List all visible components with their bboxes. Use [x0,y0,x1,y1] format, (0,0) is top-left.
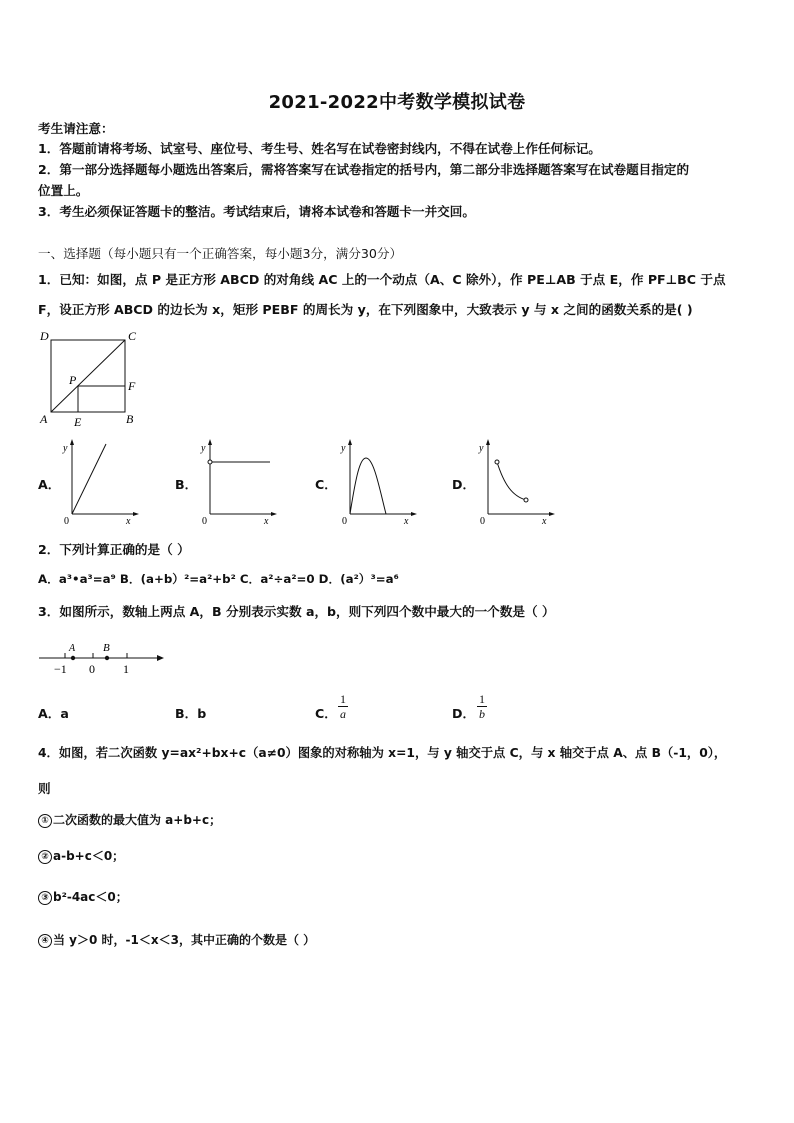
point-a-label: A [69,643,76,654]
graph-b-open-point [208,460,212,464]
point-a [71,656,75,660]
notice-item-2-cont: 位置上。 [38,183,89,198]
graph-a-origin: 0 [64,516,69,526]
graph-a-x-label: x [126,516,131,526]
graph-b-x-label: x [264,516,269,526]
graph-c-y-arrow [348,439,352,445]
graph-b-y-arrow [208,439,212,445]
graph-c-x-label: x [404,516,409,526]
q3-fraction-d-den: b [479,707,485,721]
q3-fraction-c-den: a [340,707,346,721]
question-3-stem: 3．如图所示，数轴上两点 A，B 分别表示实数 a，b，则下列四个数中最大的一个数是（ ） [38,604,555,619]
graph-d-x-label: x [542,516,547,526]
q4-statement-3 [38,888,128,906]
label-a: A [40,412,48,426]
graph-b-y-label: y [201,443,206,454]
graph-b [198,436,280,526]
q3-option-d: D． [452,706,476,721]
graph-c [338,436,420,526]
label-d: D [40,329,49,343]
graph-d-curve [497,462,526,500]
point-b-label: B [103,642,110,654]
question-4-stem-cont: 则 [38,781,51,796]
label-c: C [128,329,137,343]
square-figure [36,328,146,428]
label-minus-one: −1 [54,662,67,676]
section-heading: 一、选择题（每小题只有一个正确答案，每小题3分，满分30分） [38,246,403,261]
q4-statement-4 [38,931,315,949]
question-1-line-1: 1．已知：如图，点 P 是正方形 ABCD 的对角线 AC 上的一个动点（A、C 除外），作 PE⊥AB 于点 E，作 PF⊥BC 于点 [38,272,726,287]
graph-a-x-arrow [133,512,139,516]
notice-item-1: 1．答题前请将考场、试室号、座位号、考生号、姓名写在试卷密封线内，不得在试卷上作任何标记。 [38,141,601,156]
label-f: F [128,379,136,393]
graph-d-y-arrow [486,439,490,445]
number-line [36,638,168,678]
graph-a-y-arrow [70,439,74,445]
q3-option-b: B．b [175,706,207,721]
q4-statement-3-text: b²-4ac＜0； [53,890,128,904]
notice-item-3: 3．考生必须保证答题卡的整洁。考试结束后，请将本试卷和答题卡一并交回。 [38,204,475,219]
q3-option-a: A．a [38,706,69,721]
graph-c-y-label: y [341,443,346,454]
q4-statement-1 [38,811,221,829]
page-title: 2021-2022中考数学模拟试卷 [268,92,526,113]
q3-option-c: C． [315,706,337,721]
label-zero: 0 [89,662,95,676]
label-e: E [74,415,82,428]
q3-fraction-c [338,692,348,721]
graph-d-y-label: y [479,443,484,454]
graph-c-x-arrow [411,512,417,516]
q3-fraction-d [477,692,487,721]
graph-c-curve [350,458,386,514]
graph-d-x-arrow [549,512,555,516]
q4-statement-3-mark: ③ [38,891,52,905]
q1-option-d: D． [452,477,476,492]
notice-item-2: 2．第一部分选择题每小题选出答案后，需将答案写在试卷指定的括号内，第二部分非选择题答案写在试卷题目指定的 [38,162,690,177]
q4-statement-2-text: a-b+c＜0； [53,849,125,863]
graph-b-origin: 0 [202,516,207,526]
notice-heading: 考生请注意： [38,121,114,136]
graph-a-y-label: y [63,443,68,454]
q3-fraction-d-num: 1 [479,692,485,706]
graph-d-open-point-start [495,460,499,464]
graph-a [60,436,142,526]
number-line-arrow [157,655,164,661]
graph-d [476,436,558,526]
graph-d-open-point-end [524,498,528,502]
label-b: B [126,412,134,426]
question-1-line-2: F，设正方形 ABCD 的边长为 x，矩形 PEBF 的周长为 y，在下列图象中，大致表示 y 与 x 之间的函数关系的是( ) [38,302,693,317]
question-2-options: A．a³•a³=a⁹ B．(a+b）²=a²+b² C．a²÷a²=0 D．(a²）³=a⁶ [38,572,399,586]
q4-statement-1-text: 二次函数的最大值为 a+b+c； [53,813,222,827]
q3-fraction-c-num: 1 [340,692,346,706]
question-2-stem: 2．下列计算正确的是（ ） [38,542,190,557]
q4-statement-4-text: 当 y＞0 时，-1＜x＜3，其中正确的个数是（ ） [53,933,316,947]
q1-option-b: B． [175,477,198,492]
graph-d-origin: 0 [480,516,485,526]
q4-statement-4-mark: ④ [38,934,52,948]
question-4-stem: 4．如图，若二次函数 y=ax²+bx+c（a≠0）图象的对称轴为 x=1，与 y 轴交于点 C，与 x 轴交于点 A、点 B（-1，0）， [38,746,727,760]
diagonal-ac [51,340,125,412]
q1-option-c: C． [315,477,337,492]
q4-statement-2 [38,847,124,865]
graph-c-origin: 0 [342,516,347,526]
label-p: P [69,373,77,387]
q4-statement-2-mark: ② [38,850,52,864]
q1-option-a: A． [38,477,61,492]
graph-a-curve [72,444,106,514]
label-one: 1 [123,662,129,676]
q4-statement-1-mark: ① [38,814,52,828]
graph-b-x-arrow [271,512,277,516]
point-b [105,656,109,660]
